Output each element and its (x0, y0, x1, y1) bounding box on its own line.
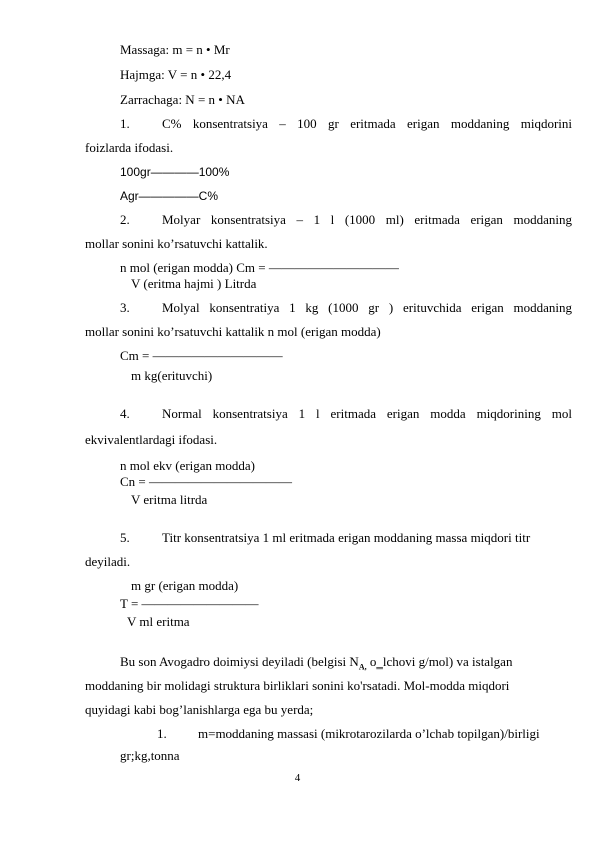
item4-numerator: n mol ekv (erigan modda) (120, 458, 256, 473)
particles-formula: Zarrachaga: N = n • NA (120, 92, 245, 107)
item3-line2: mollar sonini ko’rsatuvchi kattalik n mol (erigan modda) (85, 324, 381, 339)
item4-line2: ekvivalentlardagi ifodasi. (85, 432, 218, 447)
avogadro-line2: moddaning bir molidagi struktura birliklari sonini ko'rsatadi. Mol-modda miqdori (85, 678, 510, 693)
item4-line1 (162, 406, 572, 422)
item1-line1-text: C% konsentratsiya – 100 gr eritmada erigan moddaning miqdorini (162, 116, 572, 131)
item4-formula: Cn = ——————————— (120, 474, 293, 489)
item5-formula: T = ————————— (120, 596, 259, 611)
avogadro-line1 (120, 654, 512, 676)
item2-line1 (162, 212, 572, 228)
avogadro-line1-mid: o (366, 654, 377, 669)
item3-line1-text: Molyal konsentratiya 1 kg (1000 gr ) erituvchida erigan moddaning (162, 300, 572, 315)
item1-number: 1. (120, 116, 130, 131)
item1-proportion2: Agr—————C% (120, 189, 219, 203)
item3-formula: Cm = —————————— (120, 348, 283, 363)
item2-formula: n mol (erigan modda) Cm = —————————— (120, 260, 399, 275)
item1-line1 (162, 116, 572, 132)
item1-line2: foizlarda ifodasi. (85, 140, 174, 155)
avogadro-subscript: A, (358, 662, 367, 672)
item3-number: 3. (120, 300, 130, 315)
volume-formula: Hajmga: V = n • 22,4 (120, 67, 232, 82)
final-item-line1: m=moddaning massasi (mikrotarozilarda o’lchab topilgan)/birligi (198, 726, 540, 741)
item5-denominator: V ml eritma (127, 614, 190, 629)
item3-line1 (162, 300, 572, 316)
item5-number: 5. (120, 530, 130, 545)
page-number: 4 (294, 772, 301, 784)
item2-line2: mollar sonini ko’rsatuvchi kattalik. (85, 236, 268, 251)
avogadro-line1-underscore: ‗ (376, 654, 383, 669)
item3-denominator: m kg(erituvchi) (131, 368, 213, 383)
item2-line1-text: Molyar konsentratsiya – 1 l (1000 ml) eritmada erigan moddaning (162, 212, 572, 227)
item2-number: 2. (120, 212, 130, 227)
avogadro-line1-pre: Bu son Avogadro doimiysi deyiladi (belgisi N (120, 654, 359, 669)
avogadro-line1-post: lchovi g/mol) va istalgan (382, 654, 513, 669)
final-item-number: 1. (157, 726, 167, 741)
item1-proportion1: 100gr————100% (120, 165, 230, 179)
item4-denominator: V eritma litrda (131, 492, 208, 507)
item2-denominator: V (eritma hajmi ) Litrda (131, 276, 257, 291)
item4-number: 4. (120, 406, 130, 421)
avogadro-line3: quyidagi kabi bog’lanishlarga ega bu yerda; (85, 702, 314, 717)
item4-line1-text: Normal konsentratsiya 1 l eritmada erigan modda miqdorining mol (162, 406, 572, 421)
final-item-line2: gr;kg,tonna (120, 748, 180, 763)
item5-line2: deyiladi. (85, 554, 131, 569)
mass-formula: Massaga: m = n • Mr (120, 42, 230, 57)
item5-line1: Titr konsentratsiya 1 ml eritmada erigan moddaning massa miqdori titr (162, 530, 531, 545)
item5-numerator: m gr (erigan modda) (131, 578, 239, 593)
